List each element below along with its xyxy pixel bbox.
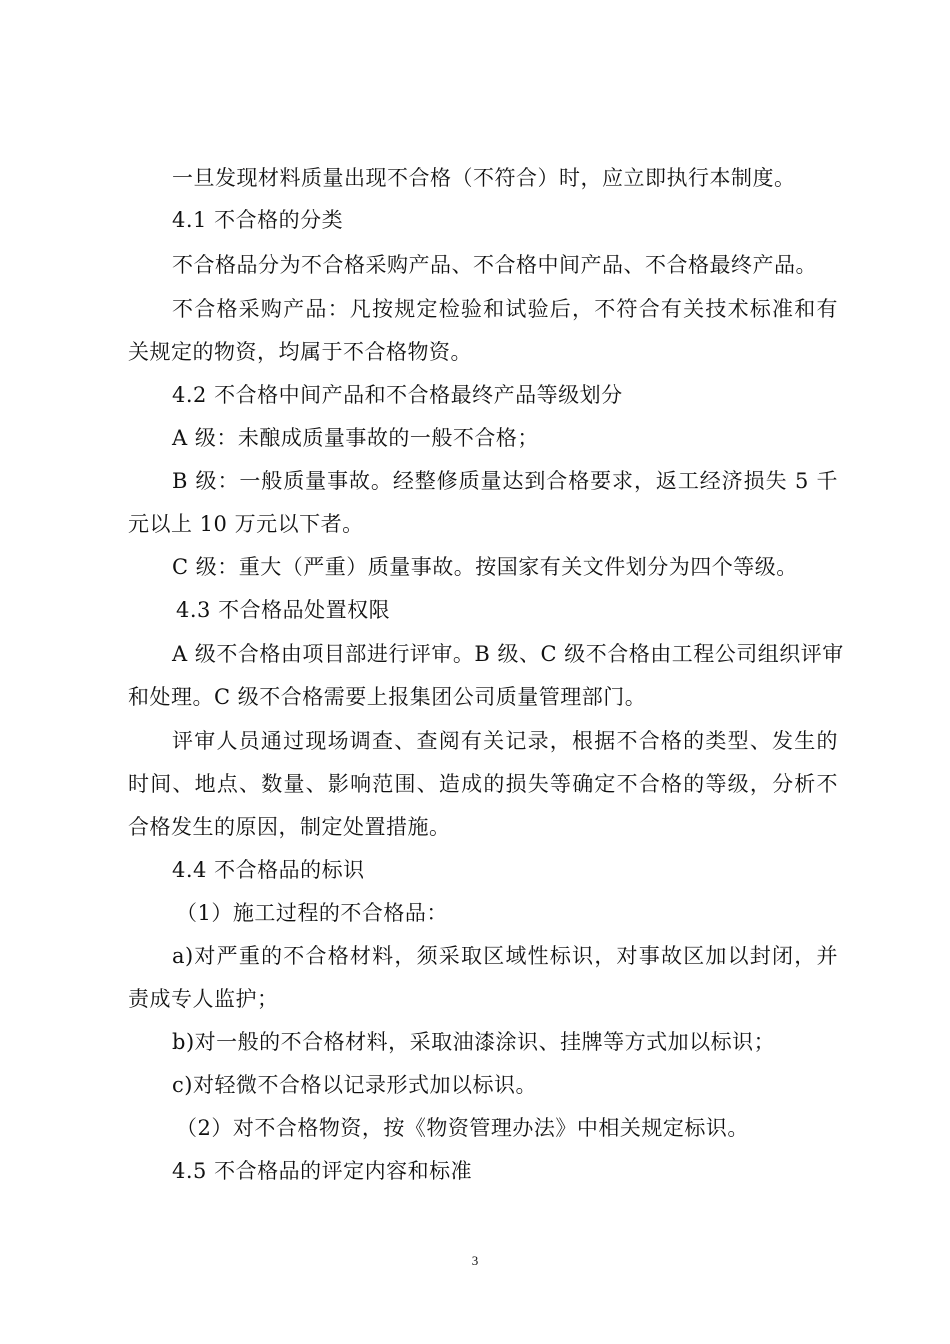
paragraph-line: 关规定的物资，均属于不合格物资。 [128,340,472,364]
paragraph-line: b)对一般的不合格材料，采取油漆涂识、挂牌等方式加以标识； [172,1030,776,1054]
paragraph-line: （2）对不合格物资，按《物资管理办法》中相关规定标识。 [176,1116,749,1140]
paragraph-line: 元以上 10 万元以下者。 [128,512,364,536]
section-heading-4-1: 4.1 不合格的分类 [172,208,344,232]
paragraph-line: 责成专人监护； [128,987,279,1011]
section-heading-4-2: 4.2 不合格中间产品和不合格最终产品等级划分 [172,383,623,407]
paragraph-line: 和处理。C 级不合格需要上报集团公司质量管理部门。 [128,685,647,709]
paragraph-line: 时间、地点、数量、影响范围、造成的损失等确定不合格的等级，分析不 [128,772,838,796]
paragraph-line: A 级：未酿成质量事故的一般不合格； [172,426,539,450]
paragraph-line: B 级：一般质量事故。经整修质量达到合格要求，返工经济损失 5 千 [172,469,838,493]
paragraph-line: （1）施工过程的不合格品： [176,901,448,925]
paragraph-line: a)对严重的不合格材料，须采取区域性标识，对事故区加以封闭，并 [172,944,838,968]
section-heading-4-3: 4.3 不合格品处置权限 [176,598,391,622]
section-heading-4-4: 4.4 不合格品的标识 [172,858,365,882]
section-heading-4-5: 4.5 不合格品的评定内容和标准 [172,1159,473,1183]
paragraph-line: 合格发生的原因，制定处置措施。 [128,815,451,839]
paragraph-line: 不合格品分为不合格采购产品、不合格中间产品、不合格最终产品。 [172,253,817,277]
paragraph-line: A 级不合格由项目部进行评审。B 级、C 级不合格由工程公司组织评审 [172,642,844,666]
paragraph-line: 一旦发现材料质量出现不合格（不符合）时，应立即执行本制度。 [172,166,796,190]
paragraph-line: c)对轻微不合格以记录形式加以标识。 [172,1073,537,1097]
paragraph-line: 不合格采购产品：凡按规定检验和试验后，不符合有关技术标准和有 [172,297,838,321]
paragraph-line: C 级：重大（严重）质量事故。按国家有关文件划分为四个等级。 [172,555,798,579]
paragraph-line: 评审人员通过现场调查、查阅有关记录，根据不合格的类型、发生的 [172,729,838,753]
page-number: 3 [471,1253,479,1268]
